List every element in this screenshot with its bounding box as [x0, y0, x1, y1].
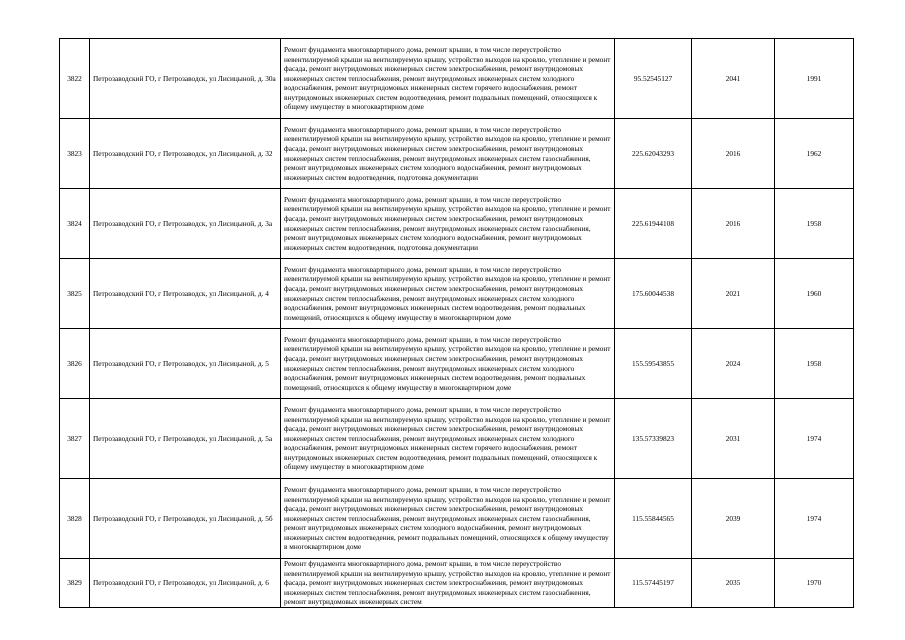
plan-year-cell: 2031 — [692, 399, 775, 479]
built-year-cell: 1974 — [775, 399, 854, 479]
row-number: 3826 — [60, 329, 90, 399]
plan-year-cell: 2016 — [692, 189, 775, 259]
address-cell: Петрозаводский ГО, г Петрозаводск, ул Лисицыной, д. 30а — [90, 39, 281, 119]
works-cell: Ремонт фундамента многоквартирного дома, ремонт крыши, в том числе переустройство невентилируемой крыши на вентилируемую крышу, устройство выходов на кровлю, утепление и ремонт фасада, ремонт внутридомовых инженерных систем электроснабжения, ремонт внутридомовых инженерных систем теплоснабжения, ремонт внутридомовых инженерных систем газоснабжения, ремонт внутридомовых инженерных систем — [281, 559, 615, 608]
built-year-cell: 1958 — [775, 329, 854, 399]
works-cell: Ремонт фундамента многоквартирного дома, ремонт крыши, в том числе переустройство невентилируемой крыши на вентилируемую крышу, устройство выходов на кровлю, утепление и ремонт фасада, ремонт внутридомовых инженерных систем электроснабжения, ремонт внутридомовых инженерных систем теплоснабжения, ремонт внутридомовых инженерных систем холодного водоснабжения, ремонт внутридомовых инженерных систем водоотведения, ремонт подвальных помещений, относящихся к общему имуществу в многоквартирном доме — [281, 329, 615, 399]
row-number: 3827 — [60, 399, 90, 479]
works-cell: Ремонт фундамента многоквартирного дома, ремонт крыши, в том числе переустройство невентилируемой крыши на вентилируемую крышу, устройство выходов на кровлю, утепление и ремонт фасада, ремонт внутридомовых инженерных систем электроснабжения, ремонт внутридомовых инженерных систем теплоснабжения, ремонт внутридомовых инженерных систем газоснабжения, ремонт внутридомовых инженерных систем холодного водоснабжения, ремонт внутридомовых инженерных систем водоотведения, подготовка документации — [281, 119, 615, 189]
cost-cell: 225.61944108 — [615, 189, 692, 259]
works-cell: Ремонт фундамента многоквартирного дома, ремонт крыши, в том числе переустройство невентилируемой крыши на вентилируемую крышу, устройство выходов на кровлю, утепление и ремонт фасада, ремонт внутридомовых инженерных систем электроснабжения, ремонт внутридомовых инженерных систем теплоснабжения, ремонт внутридомовых инженерных систем газоснабжения, ремонт внутридомовых инженерных систем холодного водоснабжения, ремонт внутридомовых инженерных систем водоотведения, ремонт подвальных помещений, относящихся к общему имуществу в многоквартирном доме — [281, 479, 615, 559]
address-cell: Петрозаводский ГО, г Петрозаводск, ул Лисицыной, д. 5 — [90, 329, 281, 399]
table-row — [60, 119, 854, 189]
cost-cell: 175.60044538 — [615, 259, 692, 329]
plan-year-cell: 2021 — [692, 259, 775, 329]
table-row — [60, 329, 854, 399]
table-row — [60, 559, 854, 608]
built-year-cell: 1970 — [775, 559, 854, 608]
plan-year-cell: 2024 — [692, 329, 775, 399]
cost-cell: 225.62043293 — [615, 119, 692, 189]
works-cell: Ремонт фундамента многоквартирного дома, ремонт крыши, в том числе переустройство невентилируемой крыши на вентилируемую крышу, устройство выходов на кровлю, утепление и ремонт фасада, ремонт внутридомовых инженерных систем электроснабжения, ремонт внутридомовых инженерных систем теплоснабжения, ремонт внутридомовых инженерных систем газоснабжения, ремонт внутридомовых инженерных систем холодного водоснабжения, ремонт внутридомовых инженерных систем водоотведения, подготовка документации — [281, 189, 615, 259]
built-year-cell: 1962 — [775, 119, 854, 189]
table-row — [60, 39, 854, 119]
works-cell: Ремонт фундамента многоквартирного дома, ремонт крыши, в том числе переустройство невентилируемой крыши на вентилируемую крышу, устройство выходов на кровлю, утепление и ремонт фасада, ремонт внутридомовых инженерных систем электроснабжения, ремонт внутридомовых инженерных систем теплоснабжения, ремонт внутридомовых инженерных систем холодного водоснабжения, ремонт внутридомовых инженерных систем горячего водоснабжения, ремонт внутридомовых инженерных систем водоотведения, ремонт подвальных помещений, относящихся к общему имуществу в многоквартирном доме — [281, 399, 615, 479]
plan-year-cell: 2039 — [692, 479, 775, 559]
table-row — [60, 189, 854, 259]
cost-cell: 95.52545127 — [615, 39, 692, 119]
plan-year-cell: 2041 — [692, 39, 775, 119]
address-cell: Петрозаводский ГО, г Петрозаводск, ул Лисицыной, д. 3а — [90, 189, 281, 259]
table-row — [60, 399, 854, 479]
address-cell: Петрозаводский ГО, г Петрозаводск, ул Лисицыной, д. 6 — [90, 559, 281, 608]
row-number: 3829 — [60, 559, 90, 608]
row-number: 3828 — [60, 479, 90, 559]
table-row — [60, 259, 854, 329]
address-cell: Петрозаводский ГО, г Петрозаводск, ул Лисицыной, д. 4 — [90, 259, 281, 329]
built-year-cell: 1960 — [775, 259, 854, 329]
table-row — [60, 479, 854, 559]
built-year-cell: 1991 — [775, 39, 854, 119]
plan-year-cell: 2035 — [692, 559, 775, 608]
cost-cell: 115.57445197 — [615, 559, 692, 608]
built-year-cell: 1974 — [775, 479, 854, 559]
cost-cell: 135.57339823 — [615, 399, 692, 479]
row-number: 3824 — [60, 189, 90, 259]
built-year-cell: 1958 — [775, 189, 854, 259]
row-number: 3822 — [60, 39, 90, 119]
cost-cell: 155.59543855 — [615, 329, 692, 399]
row-number: 3823 — [60, 119, 90, 189]
address-cell: Петрозаводский ГО, г Петрозаводск, ул Лисицыной, д. 5а — [90, 399, 281, 479]
works-cell: Ремонт фундамента многоквартирного дома, ремонт крыши, в том числе переустройство невентилируемой крыши на вентилируемую крышу, устройство выходов на кровлю, утепление и ремонт фасада, ремонт внутридомовых инженерных систем электроснабжения, ремонт внутридомовых инженерных систем теплоснабжения, ремонт внутридомовых инженерных систем холодного водоснабжения, ремонт внутридомовых инженерных систем горячего водоснабжения, ремонт внутридомовых инженерных систем водоотведения, ремонт подвальных помещений, относящихся к общему имуществу в многоквартирном доме — [281, 39, 615, 119]
address-cell: Петрозаводский ГО, г Петрозаводск, ул Лисицыной, д. 5б — [90, 479, 281, 559]
works-cell: Ремонт фундамента многоквартирного дома, ремонт крыши, в том числе переустройство невентилируемой крыши на вентилируемую крышу, устройство выходов на кровлю, утепление и ремонт фасада, ремонт внутридомовых инженерных систем электроснабжения, ремонт внутридомовых инженерных систем теплоснабжения, ремонт внутридомовых инженерных систем холодного водоснабжения, ремонт внутридомовых инженерных систем водоотведения, ремонт подвальных помещений, относящихся к общему имуществу в многоквартирном доме — [281, 259, 615, 329]
row-number: 3825 — [60, 259, 90, 329]
address-cell: Петрозаводский ГО, г Петрозаводск, ул Лисицыной, д. 32 — [90, 119, 281, 189]
cost-cell: 115.55844565 — [615, 479, 692, 559]
capital-repair-table — [59, 38, 854, 608]
plan-year-cell: 2016 — [692, 119, 775, 189]
